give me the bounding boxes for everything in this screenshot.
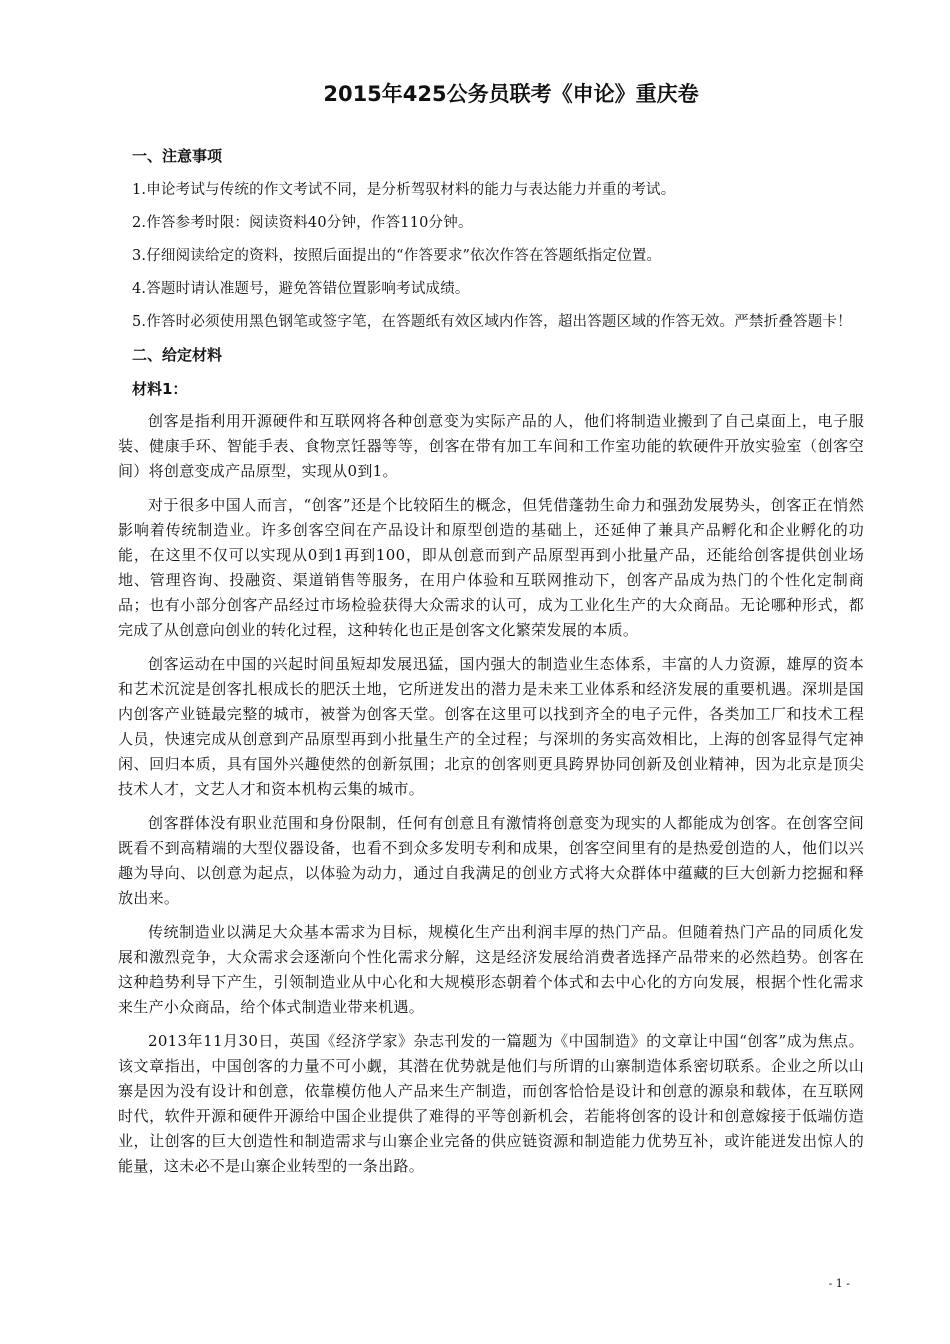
material-label: 材料1： — [132, 380, 188, 398]
material-paragraph: 对于很多中国人而言，“创客”还是个比较陌生的概念，但凭借蓬勃生命力和强劲发展势头，创客正在悄然影响着传统制造业。许多创客空间在产品设计和原型创造的基础上，还延伸了兼具产品孵化和企业孵化的功能，在这里不仅可以实现从0到1再到100，即从创意而到产品原型再到小批量产品，还能给创客提供创业场地、管理咨询、投融资、渠道销售等服务，在用户体验和互联网推动下，创客产品成为热门的个性化定制商品；也有小部分创客产品经过市场检验获得大众需求的认可，成为工业化生产的大众商品。无论哪种形式，都完成了从创意向创业的转化过程，这种转化也正是创客文化繁荣发展的本质。 — [118, 496, 864, 639]
material-paragraph: 2013年11月30日，英国《经济学家》杂志刊发的一篇题为《中国制造》的文章让中国“创客”成为焦点。该文章指出，中国创客的力量不可小觑，其潜在优势就是他们与所谓的山寨制造体系密切联系。企业之所以山寨是因为没有设计和创意，依靠模仿他人产品来生产制造，而创客恰恰是设计和创意的源泉和载体，在互联网时代，软件开源和硬件开源给中国企业提供了难得的平等创新机会，若能将创客的设计和创意嫁接于低端仿造业，让创客的巨大创造性和制造需求与山寨企业完备的供应链资源和制造能力优势互补，或许能迸发出惊人的能量，这未必不是山寨企业转型的一条出路。 — [118, 1032, 864, 1175]
document-title: 2015年425公务员联考《申论》重庆卷 — [323, 82, 699, 106]
material-paragraph: 创客是指利用开源硬件和互联网将各种创意变为实际产品的人，他们将制造业搬到了自己桌面上，电子服装、健康手环、智能手表、食物烹饪器等等，创客在带有加工车间和工作室功能的软硬件开放实验室（创客空间）将创意变成产品原型，实现从0到1。 — [118, 412, 864, 480]
material-paragraph: 创客群体没有职业范围和身份限制，任何有创意且有激情将创意变为现实的人都能成为创客。在创客空间既看不到高精端的大型仪器设备，也看不到众多发明专利和成果，创客空间里有的是热爱创造的人，他们以兴趣为导向、以创意为起点，以体验为动力，通过自我满足的创业方式将大众群体中蕴藏的巨大创新力挖掘和释放出来。 — [118, 814, 864, 907]
notice-item: 4.答题时请认准题号，避免答错位置影响考试成绩。 — [132, 281, 470, 297]
notice-item: 1.申论考试与传统的作文考试不同，是分析驾驭材料的能力与表达能力并重的考试。 — [132, 182, 676, 198]
material-paragraph: 传统制造业以满足大众基本需求为目标，规模化生产出利润丰厚的热门产品。但随着热门产品的同质化发展和激烈竞争，大众需求会逐渐向个性化需求分解，这是经济发展给消费者选择产品带来的必然趋势。创客在这种趋势利导下产生，引领制造业从中心化和大规模形态朝着个体式和去中心化的方向发展，根据个性化需求来生产小众商品，给个体式制造业带来机遇。 — [118, 923, 864, 1016]
notice-item: 2.作答参考时限：阅读资料40分钟，作答110分钟。 — [132, 215, 473, 231]
material-paragraph: 创客运动在中国的兴起时间虽短却发展迅猛，国内强大的制造业生态体系，丰富的人力资源，雄厚的资本和艺术沉淀是创客扎根成长的肥沃土地，它所迸发出的潜力是未来工业体系和经济发展的重要机遇。深圳是国内创客产业链最完整的城市，被誉为创客天堂。创客在这里可以找到齐全的电子元件，各类加工厂和技术工程人员，快速完成从创意到产品原型再到小批量生产的全过程；与深圳的务实高效相比，上海的创客显得气定神闲、回归本质，具有国外兴趣使然的创新氛围；北京的创客则更具跨界协同创新及创业精神，因为北京是顶尖技术人才，文艺人才和资本机构云集的城市。 — [118, 655, 864, 798]
notice-item: 3.仔细阅读给定的资料，按照后面提出的“作答要求”依次作答在答题纸指定位置。 — [132, 248, 662, 264]
materials-heading: 二、给定材料 — [132, 346, 223, 364]
notice-heading: 一、注意事项 — [132, 147, 223, 165]
page-number: - 1 - — [828, 1277, 850, 1290]
notice-item: 5.作答时必须使用黑色钢笔或签字笔，在答题纸有效区域内作答，超出答题区域的作答无效。严禁折叠答题卡！ — [132, 314, 852, 330]
